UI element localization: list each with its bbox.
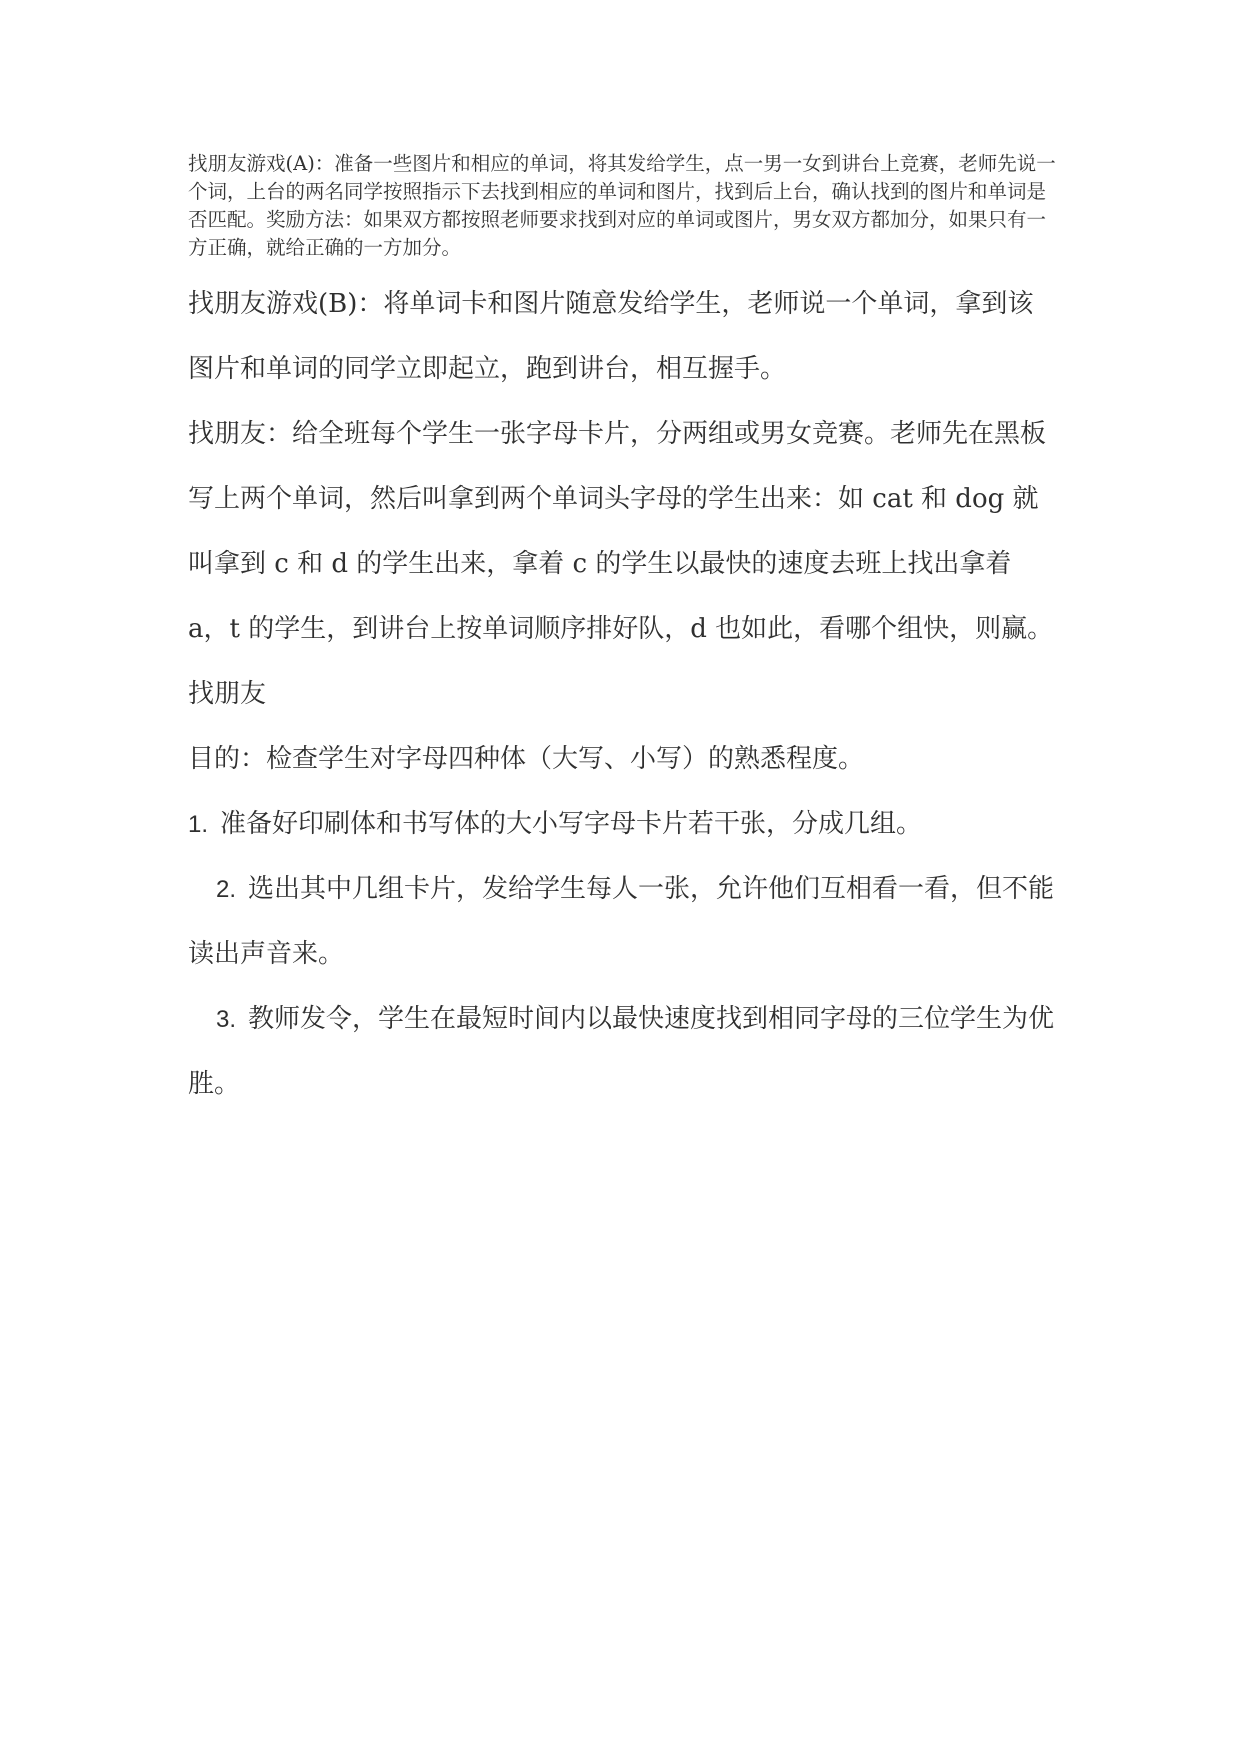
steps-list [188,792,1058,1117]
paragraph-game-b: 找朋友游戏(B)：将单词卡和图片随意发给学生，老师说一个单词，拿到该图片和单词的同学立即起立，跑到讲台，相互握手。 [188,289,1034,384]
paragraph-game-c: 找朋友：给全班每个学生一张字母卡片，分两组或男女竞赛。老师先在黑板写上两个单词，然后叫拿到两个单词头字母的学生出来：如 cat 和 dog 就叫拿到 c 和 d 的学生出来，拿着 c 的学生以最快的速度去班上找出拿着 a，t 的学生，到讲台上按单词顺序排好队，d 也如此，看哪个组快，则赢。 [188,419,1054,644]
step-text: 教师发令，学生在最短时间内以最快速度找到相同字母的三位学生为优胜。 [188,1004,1055,1099]
purpose-paragraph: 目的：检查学生对字母四种体（大写、小写）的熟悉程度。 [188,744,865,774]
step-number: 3. [216,1006,237,1033]
step-item-3 [188,987,1058,1117]
step-number: 2. [216,876,237,903]
paragraph-game-a: 找朋友游戏(A)：准备一些图片和相应的单词，将其发给学生，点一男一女到讲台上竞赛，老师先说一个词，上台的两名同学按照指示下去找到相应的单词和图片，找到后上台，确认找到的图片和单词是否匹配。奖励方法：如果双方都按照老师要求找到对应的单词或图片，男女双方都加分，如果只有一方正确，就给正确的一方加分。 [188,152,1056,259]
step-item-2 [188,857,1058,987]
step-item-1 [188,792,1058,857]
step-text: 选出其中几组卡片，发给学生每人一张，允许他们互相看一看，但不能读出声音来。 [188,874,1055,969]
document-page [188,150,1058,1117]
step-text: 准备好印刷体和书写体的大小写字母卡片若干张，分成几组。 [220,809,923,839]
section-heading: 找朋友 [188,679,267,709]
step-number: 1. [188,811,209,838]
